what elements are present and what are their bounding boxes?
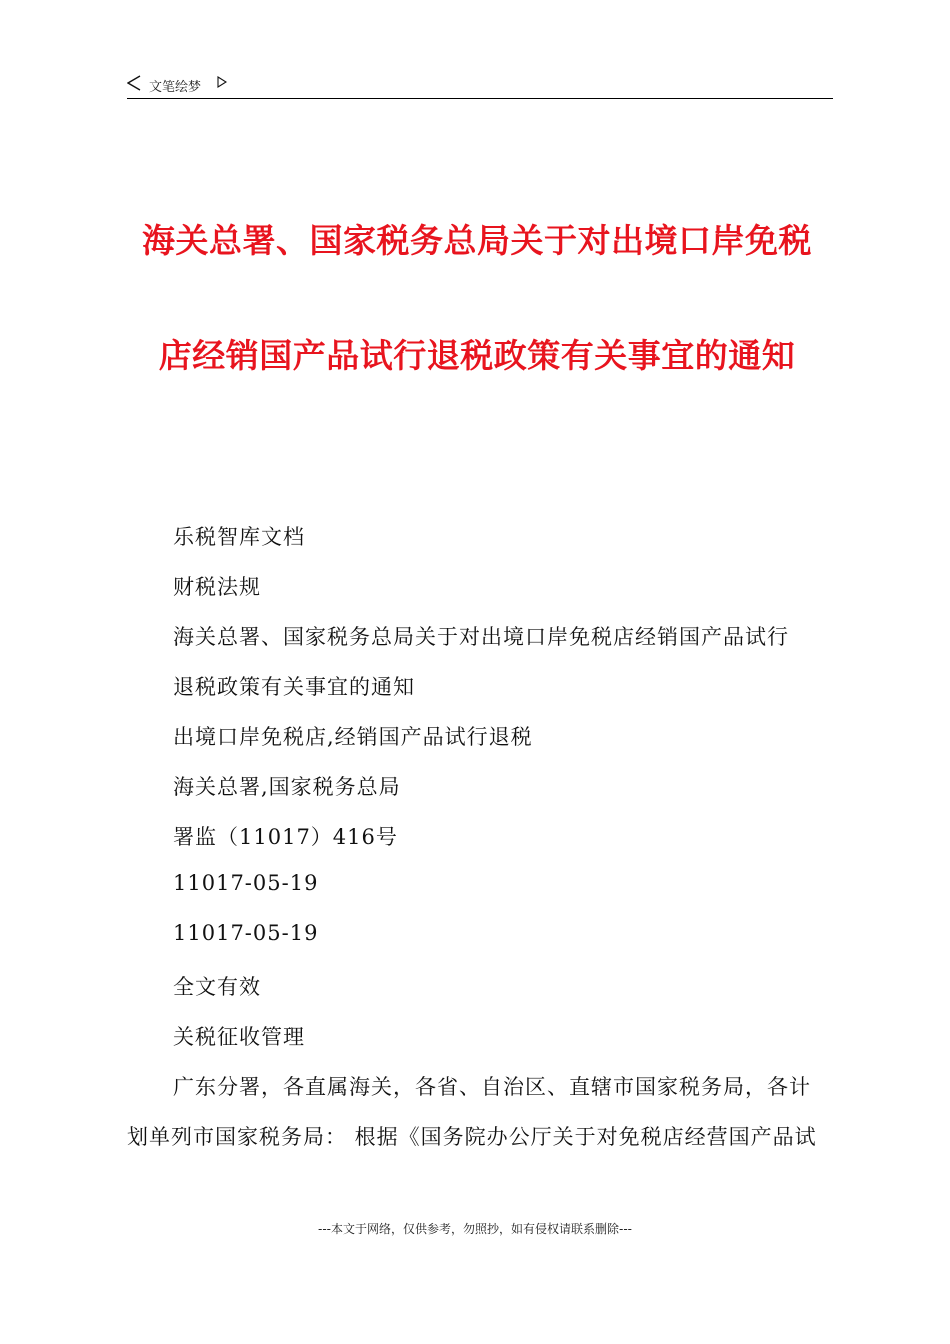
- header-text: 文笔绘梦: [149, 80, 202, 95]
- footer-disclaimer: ---本文于网络，仅供参考，勿照抄，如有侵权请联系删除---: [318, 1222, 632, 1236]
- meta-issuer: 海关总署,国家税务总局: [173, 775, 401, 799]
- meta-source: 乐税智库文档: [173, 525, 305, 549]
- triangle-right-icon: [217, 76, 227, 88]
- meta-topic: 关税征收管理: [173, 1025, 305, 1049]
- page-header: [127, 72, 833, 99]
- document-title-line-1: 海关总署、国家税务总局关于对出境口岸免税: [142, 221, 812, 260]
- triangle-left-icon: [127, 75, 141, 91]
- meta-title-line-1: 海关总署、国家税务总局关于对出境口岸免税店经销国产品试行: [173, 625, 789, 649]
- body-line-1: 广东分署，各直属海关，各省、自治区、直辖市国家税务局，各计: [173, 1075, 811, 1099]
- meta-title-line-2: 退税政策有关事宜的通知: [173, 675, 415, 699]
- meta-keywords: 出境口岸免税店,经销国产品试行退税: [173, 725, 533, 749]
- meta-effective-date: 11017-05-19: [173, 921, 319, 945]
- body-line-2: 划单列市国家税务局： 根据《国务院办公厅关于对免税店经营国产品试: [127, 1125, 817, 1149]
- meta-document-number: 署监（11017）416号: [173, 825, 398, 849]
- meta-issue-date: 11017-05-19: [173, 871, 319, 895]
- meta-category: 财税法规: [173, 575, 261, 599]
- meta-validity: 全文有效: [173, 975, 261, 999]
- document-title-line-2: 店经销国产品试行退税政策有关事宜的通知: [158, 336, 796, 375]
